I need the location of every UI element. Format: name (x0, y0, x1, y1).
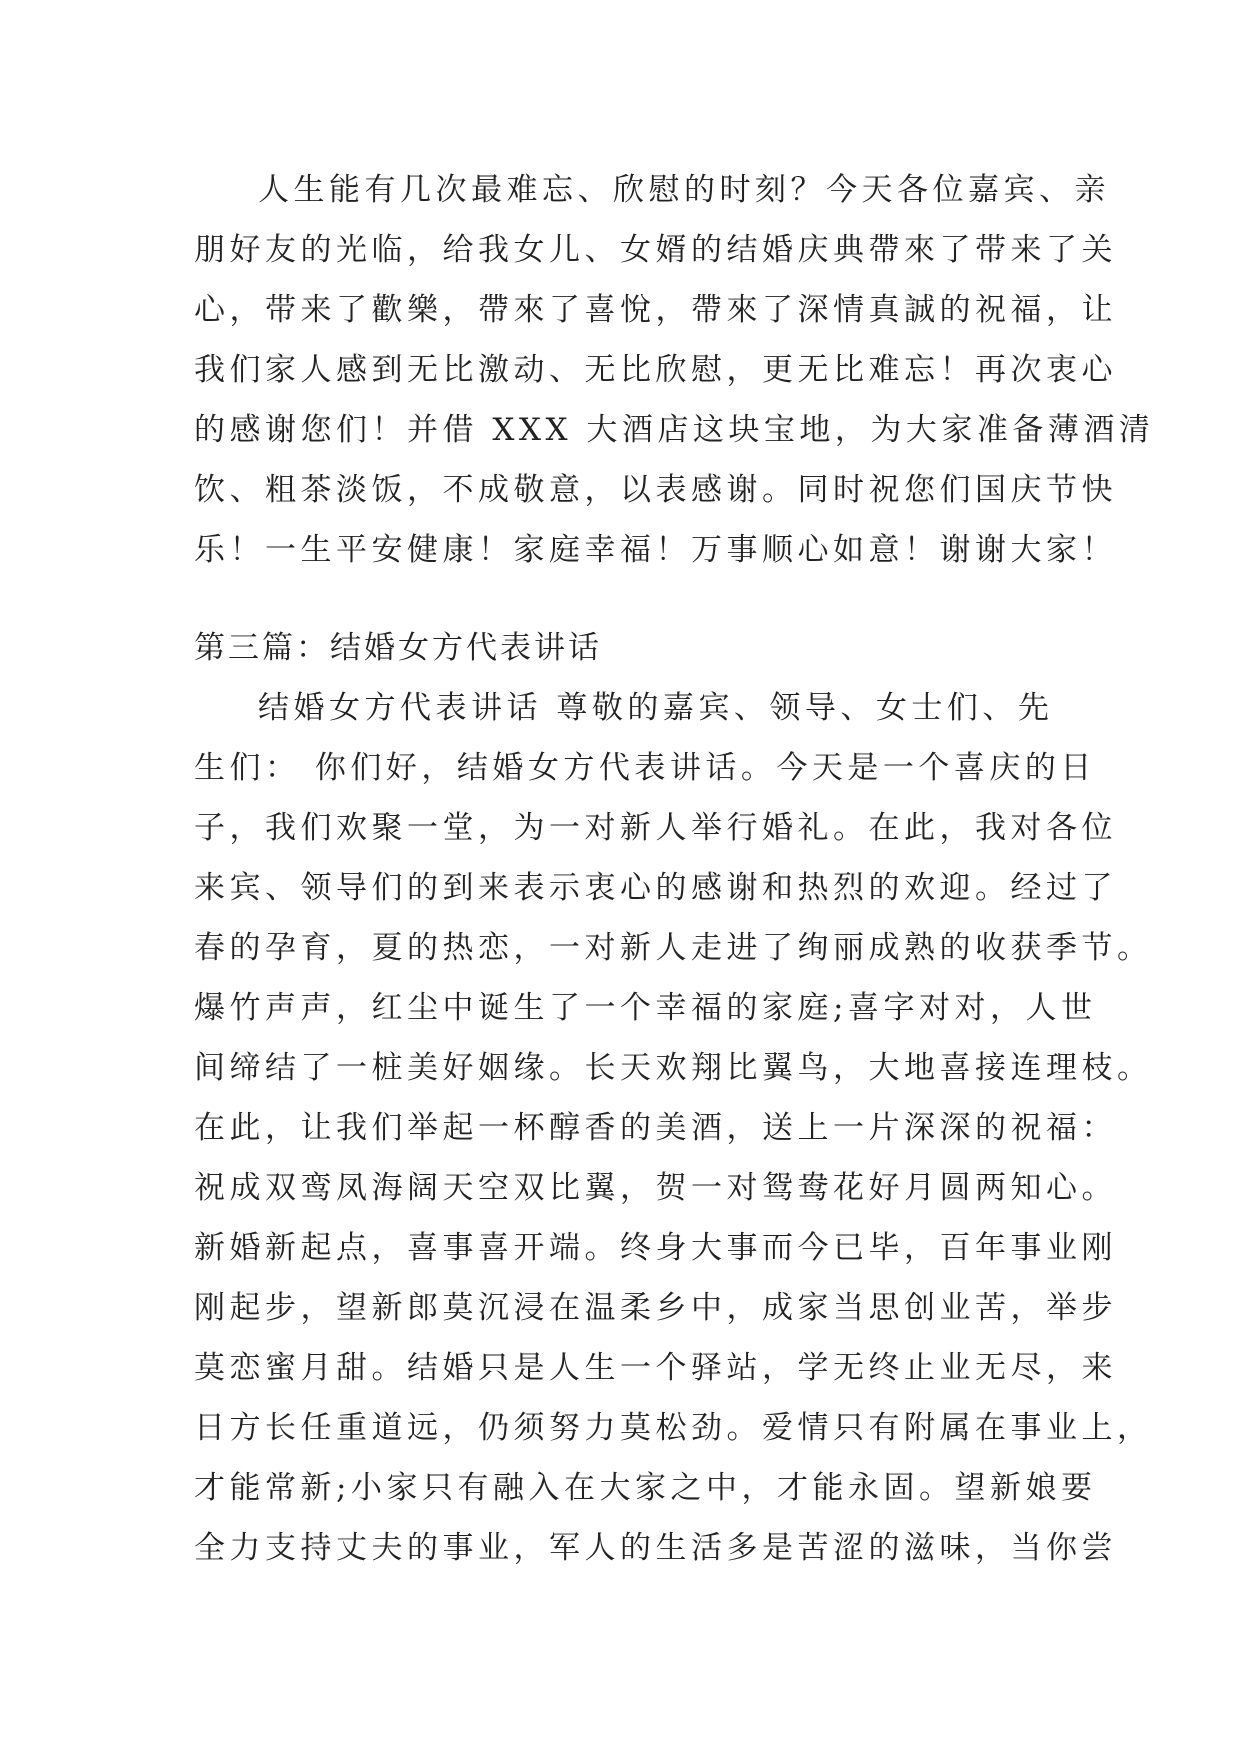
paragraph-line: 祝成双鸾凤海阔天空双比翼，贺一对鸳鸯花好月圆两知心。 (194, 1170, 1117, 1206)
paragraph-line: 人生能有几次最难忘、欣慰的时刻？今天各位嘉宾、亲 (258, 172, 1110, 208)
paragraph-line: 饮、粗茶淡饭，不成敬意，以表感谢。同时祝您们国庆节快 (194, 472, 1117, 508)
paragraph-line: 的感谢您们！并借 XXX 大酒店这块宝地，为大家准备薄酒清 (194, 412, 1155, 448)
paragraph-line: 在此，让我们举起一杯醇香的美酒，送上一片深深的祝福： (194, 1110, 1117, 1146)
paragraph-line: 莫恋蜜月甜。结婚只是人生一个驿站，学无终止业无尽，来 (194, 1350, 1117, 1386)
paragraph-line: 新婚新起点，喜事喜开端。终身大事而今已毕，百年事业刚 (194, 1230, 1117, 1266)
paragraph-line: 日方长任重道远，仍须努力莫松劲。爱情只有附属在事业上， (194, 1410, 1153, 1446)
paragraph-line: 爆竹声声，红尘中诞生了一个幸福的家庭;喜字对对，人世 (194, 990, 1097, 1026)
paragraph-line: 春的孕育，夏的热恋，一对新人走进了绚丽成熟的收获季节。 (194, 930, 1153, 966)
paragraph-line: 间缔结了一桩美好姻缘。长天欢翔比翼鸟，大地喜接连理枝。 (194, 1050, 1153, 1086)
paragraph-line: 朋好友的光临，给我女儿、女婿的结婚庆典帶來了带来了关 (194, 232, 1117, 268)
paragraph-line: 生们： 你们好，结婚女方代表讲话。今天是一个喜庆的日 (194, 750, 1096, 786)
paragraph-line: 刚起步，望新郎莫沉浸在温柔乡中，成家当思创业苦，举步 (194, 1290, 1117, 1326)
paragraph-line: 结婚女方代表讲话 尊敬的嘉宾、领导、女士们、先 (258, 690, 1054, 726)
paragraph-line: 心，带来了歡樂，帶來了喜悅，帶來了深情真誠的祝福，让 (194, 292, 1117, 328)
paragraph-line: 子，我们欢聚一堂，为一对新人举行婚礼。在此，我对各位 (194, 810, 1117, 846)
paragraph-line: 全力支持丈夫的事业，军人的生活多是苦涩的滋味，当你尝 (194, 1530, 1117, 1566)
section-title: 第三篇：结婚女方代表讲话 (194, 630, 602, 666)
paragraph-line: 来宾、领导们的到来表示衷心的感谢和热烈的欢迎。经过了 (194, 870, 1117, 906)
paragraph-line: 乐！一生平安健康！家庭幸福！万事顺心如意！谢谢大家！ (194, 532, 1117, 568)
paragraph-line: 我们家人感到无比激动、无比欣慰，更无比难忘！再次衷心 (194, 352, 1117, 388)
paragraph-line: 才能常新;小家只有融入在大家之中，才能永固。望新娘要 (194, 1470, 1097, 1506)
